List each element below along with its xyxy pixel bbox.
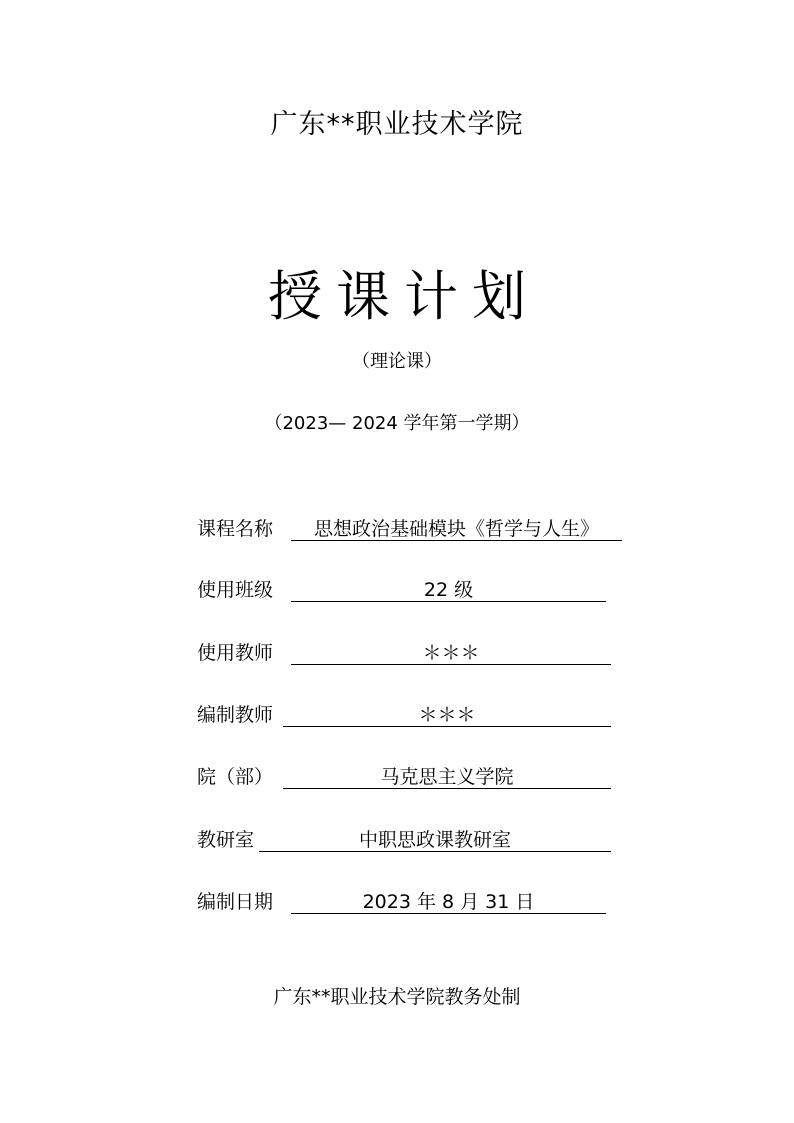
issuer-footer: 广东**职业技术学院教务处制 [273, 986, 521, 1008]
field-value: 马克思主义学院 [283, 762, 611, 789]
academic-term: （2023— 2024 学年第一学期） [264, 413, 530, 434]
field-value: 2023 年 8 月 31 日 [291, 887, 606, 914]
field-value: ＊＊＊ [291, 638, 611, 665]
institution-name: 广东**职业技术学院 [270, 109, 524, 140]
field-value: 22 级 [291, 575, 606, 602]
field-label: 编制日期 [197, 891, 274, 913]
course-type: （理论课） [352, 351, 442, 372]
field-label: 编制教师 [197, 704, 274, 726]
field-value: ＊＊＊ [283, 700, 611, 727]
field-value: 思想政治基础模块《哲学与人生》 [291, 514, 622, 541]
field-label: 使用班级 [197, 579, 274, 601]
field-label: 使用教师 [197, 642, 274, 664]
field-value: 中职思政课教研室 [259, 825, 611, 852]
document-title: 授课计划 [268, 265, 540, 328]
field-label: 院（部） [197, 766, 274, 788]
field-label: 课程名称 [197, 518, 274, 540]
field-label: 教研室 [197, 829, 255, 851]
